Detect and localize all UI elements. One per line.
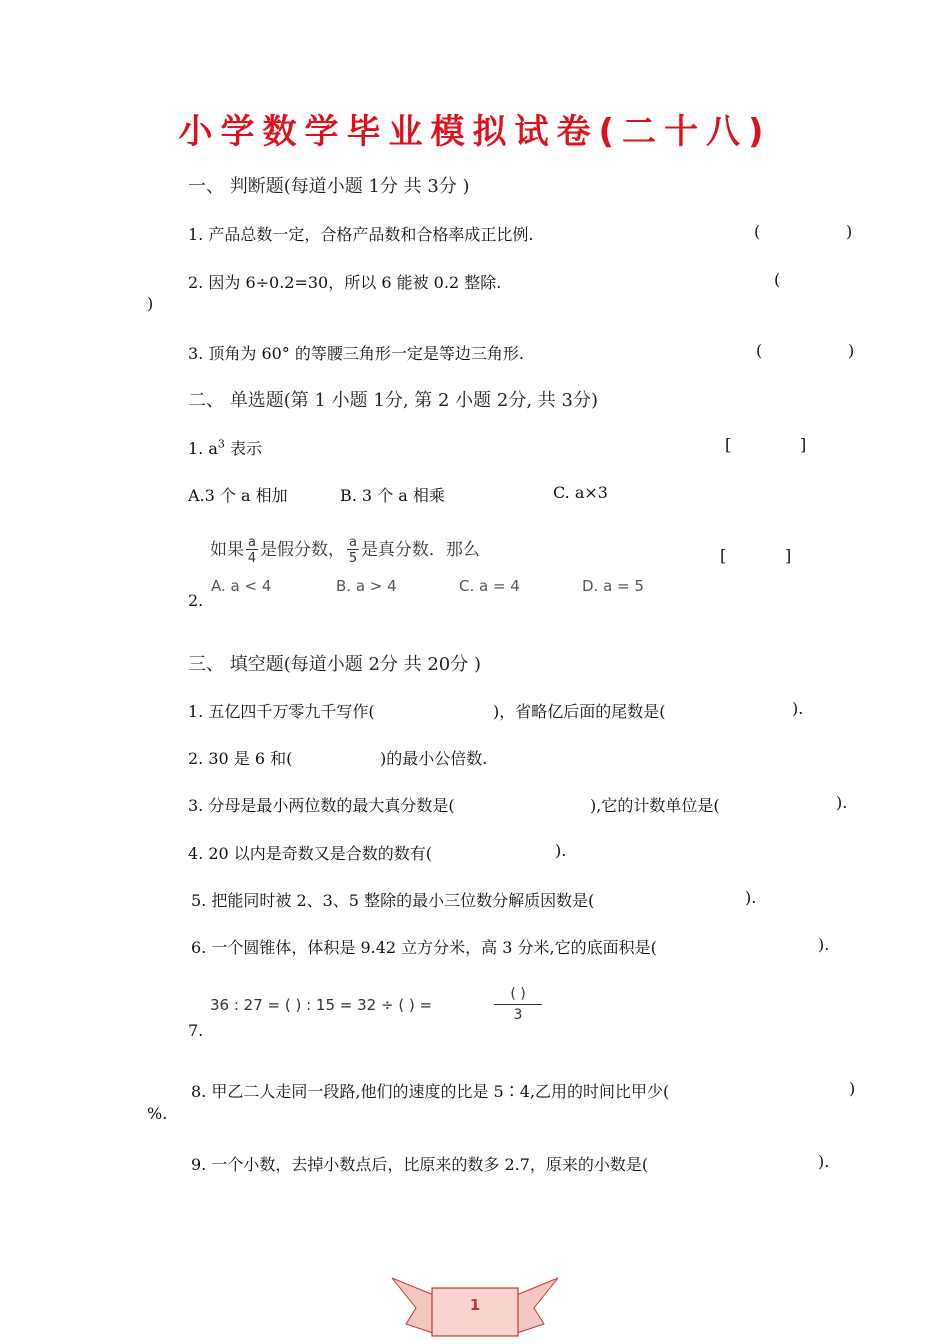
- answer-paren-close: ): [147, 294, 154, 313]
- choice-q2-option-d: D. a = 5: [582, 577, 644, 595]
- fill-question-9: 9. 一个小数，去掉小数点后，比原来的数多 2.7，原来的小数是(: [191, 1155, 649, 1174]
- fraction-denominator: 3: [513, 1007, 523, 1023]
- fraction-numerator: a: [248, 534, 256, 550]
- fraction-a-over-5: [347, 536, 359, 565]
- fill-question-5: 5. 把能同时被 2、3、5 整除的最小三位数分解质因数是(: [191, 891, 595, 910]
- choice-q2-text-b: 是假分数，: [259, 540, 345, 560]
- choice-q1-option-b: B. 3 个 a 相乘: [340, 486, 445, 505]
- page-number: 1: [469, 1296, 481, 1314]
- choice-q2-text-c: 是真分数．那么: [360, 540, 480, 560]
- choice-q1-option-a: A.3 个 a 相加: [188, 486, 288, 505]
- choice-q2-number: 2.: [188, 591, 204, 610]
- fill-question-1: 1. 五亿四千万零九千写作(: [188, 702, 375, 721]
- choice-q1-exponent: 3: [217, 437, 225, 451]
- answer-paren-open: (: [756, 341, 763, 360]
- answer-bracket-close: ]: [800, 435, 807, 454]
- fill-question-4: 4. 20 以内是奇数又是合数的数有(: [188, 844, 433, 863]
- fill-question-3-end: ).: [836, 793, 848, 812]
- fill-question-3-mid: ),它的计数单位是(: [590, 796, 720, 815]
- section-heading-choice: 二、 单选题(第 1 小题 1分, 第 2 小题 2分, 共 3分): [188, 390, 598, 411]
- answer-bracket-open: [: [720, 546, 727, 565]
- fill-question-8-tail: %.: [147, 1104, 168, 1123]
- fill-question-4-end: ).: [555, 841, 567, 860]
- answer-paren-close: ): [846, 222, 853, 241]
- section-heading-fill: 三、 填空题(每道小题 2分 共 20分 ): [188, 654, 482, 675]
- fill-question-5-end: ).: [745, 888, 757, 907]
- fill-question-9-end: ).: [818, 1152, 830, 1171]
- judge-question-1: 1. 产品总数一定，合格产品数和合格率成正比例.: [188, 225, 534, 244]
- choice-q2-option-a: A. a < 4: [211, 577, 272, 595]
- choice-question-1: [188, 436, 262, 459]
- choice-q2-option-b: B. a > 4: [336, 577, 397, 595]
- fraction-denominator: 5: [348, 550, 358, 566]
- fill-question-8: 8. 甲乙二人走同一段路,他们的速度的比是 5∶4,乙用的时间比甲少(: [191, 1082, 670, 1101]
- fill-question-7-expression: 36 : 27 = ( ) : 15 = 32 ÷ ( ) =: [210, 996, 433, 1014]
- fraction-a-over-4: [246, 536, 258, 565]
- choice-q1-option-c: C. a×3: [553, 483, 608, 502]
- choice-q1-suffix: 表示: [224, 439, 262, 458]
- choice-q1-prefix: 1. a: [188, 439, 218, 458]
- fill-question-6-end: ).: [818, 935, 830, 954]
- answer-bracket-open: [: [725, 435, 732, 454]
- answer-paren-open: (: [774, 270, 781, 289]
- answer-paren-open: (: [754, 222, 761, 241]
- choice-q2-option-c: C. a = 4: [459, 577, 520, 595]
- fraction-numerator: a: [348, 534, 357, 550]
- fill-question-6: 6. 一个圆锥体，体积是 9.42 立方分米，高 3 分米,它的底面积是(: [191, 938, 657, 957]
- answer-bracket-close: ]: [785, 546, 792, 565]
- fraction-denominator: 4: [247, 550, 257, 566]
- page-title: 小学数学毕业模拟试卷(二十八): [178, 112, 772, 152]
- fill-question-1-end: ).: [792, 699, 804, 718]
- section-heading-judge: 一、 判断题(每道小题 1分 共 3分 ): [188, 176, 470, 197]
- fill-question-1-mid: )，省略亿后面的尾数是(: [493, 702, 666, 721]
- fill-question-3: 3. 分母是最小两位数的最大真分数是(: [188, 796, 455, 815]
- answer-paren-close: ): [848, 341, 855, 360]
- fill-question-8-end: ): [849, 1079, 856, 1098]
- fill-question-7-fraction: [494, 986, 542, 1023]
- fill-question-2-end: )的最小公倍数.: [380, 749, 488, 768]
- choice-q2-text-a: 如果: [210, 540, 244, 560]
- fill-question-7-number: 7.: [188, 1021, 204, 1040]
- judge-question-2: 2. 因为 6÷0.2=30，所以 6 能被 0.2 整除.: [188, 273, 502, 292]
- fill-question-2: 2. 30 是 6 和(: [188, 749, 293, 768]
- choice-question-2: [210, 535, 480, 565]
- fraction-numerator: ( ): [494, 986, 542, 1005]
- judge-question-3: 3. 顶角为 60° 的等腰三角形一定是等边三角形.: [188, 344, 524, 363]
